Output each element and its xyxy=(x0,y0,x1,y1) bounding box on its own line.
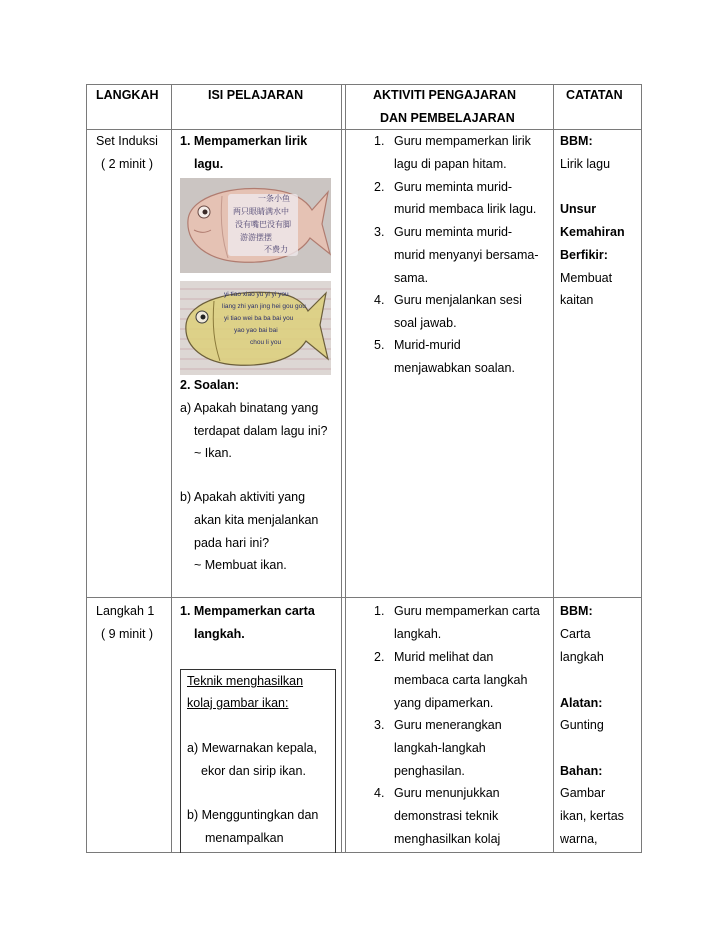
row1-activity-1-num: 1. xyxy=(374,134,385,148)
row1-question-a-answer: ~ Ikan. xyxy=(194,446,232,460)
row2-activity-2-line1: Murid melihat dan xyxy=(394,650,494,664)
image2-lyric-line-3: yi tiao wei ba ba bai you xyxy=(224,315,294,322)
row1-activity-5-num: 5. xyxy=(374,338,385,352)
row1-langkah: Set Induksi xyxy=(96,134,158,148)
row1-question-b-line2: akan kita menjalankan xyxy=(194,513,319,527)
table-border-bottom xyxy=(86,852,642,853)
image1-lyric-line-5: 不费力 xyxy=(264,245,288,254)
row1-activity-3-line3: sama. xyxy=(394,271,429,285)
row1-question-b-line3: pada hari ini? xyxy=(194,536,270,550)
image2-lyric-line-1: yi tiao xiao yu yi yi you xyxy=(224,291,289,298)
header-catatan: CATATAN xyxy=(566,88,623,102)
header-langkah: LANGKAH xyxy=(96,88,159,102)
image1-lyric-line-3: 没有嘴巴没有脚 xyxy=(235,220,291,229)
row2-activity-3-line2: langkah-langkah xyxy=(394,741,486,755)
row2-activity-2-line3: yang dipamerkan. xyxy=(394,696,494,710)
row1-unsur-value-1: Membuat xyxy=(560,271,613,285)
row2-activity-3-num: 3. xyxy=(374,718,385,732)
row1-activity-3-line1: Guru meminta murid- xyxy=(394,225,513,239)
row2-bahan-value-3: warna, xyxy=(560,832,598,846)
row2-langkah: Langkah 1 xyxy=(96,604,155,618)
row1-soalan-heading: 2. Soalan: xyxy=(180,378,240,392)
technique-step-b-line2: menampalkan xyxy=(205,831,284,845)
row1-question-b-answer: ~ Membuat ikan. xyxy=(194,558,287,572)
row2-activity-4-line2: demonstrasi teknik xyxy=(394,809,499,823)
row1-activity-4-line2: soal jawab. xyxy=(394,316,457,330)
header-isi-pelajaran: ISI PELAJARAN xyxy=(208,88,304,102)
row1-activity-4-num: 4. xyxy=(374,293,385,307)
row2-isi-title-line1: 1. Mempamerkan carta xyxy=(180,604,315,618)
technique-box-title-line1: Teknik menghasilkan xyxy=(187,674,304,688)
image2-lyric-line-2: liang zhi yan jing hei gou gou xyxy=(222,303,306,310)
row2-masa: ( 9 minit ) xyxy=(101,627,154,641)
row2-activity-4-num: 4. xyxy=(374,786,385,800)
row1-activity-1-line1: Guru mempamerkan lirik xyxy=(394,134,531,148)
row2-activity-1-num: 1. xyxy=(374,604,385,618)
header-aktiviti-line1: AKTIVITI PENGAJARAN xyxy=(373,88,517,102)
column-divider-1 xyxy=(171,84,172,853)
image2-lyric-line-5: chou li you xyxy=(250,339,282,346)
row1-activity-2-num: 2. xyxy=(374,180,385,194)
fish-lyric-image-1 xyxy=(180,178,331,273)
table-border-right xyxy=(641,84,642,853)
row1-question-a-line1: a) Apakah binatang yang xyxy=(180,401,319,415)
header-aktiviti-line2: DAN PEMBELAJARAN xyxy=(380,111,515,125)
row1-activity-3-num: 3. xyxy=(374,225,385,239)
table-border-left xyxy=(86,84,87,853)
row1-activity-2-line1: Guru meminta murid- xyxy=(394,180,513,194)
row1-activity-5-line2: menjawabkan soalan. xyxy=(394,361,515,375)
row1-unsur-label-1: Unsur xyxy=(560,202,597,216)
row2-activity-4-line3: menghasilkan kolaj xyxy=(394,832,501,846)
row1-unsur-label-3: Berfikir: xyxy=(560,248,608,262)
row2-bahan-value-2: ikan, kertas xyxy=(560,809,624,823)
row2-activity-2-line2: membaca carta langkah xyxy=(394,673,528,687)
row1-activity-3-line2: murid menyanyi bersama- xyxy=(394,248,539,262)
column-divider-2b xyxy=(345,84,346,853)
row1-activity-5-line1: Murid-murid xyxy=(394,338,461,352)
row1-masa: ( 2 minit ) xyxy=(101,157,154,171)
row2-bbm-value-2: langkah xyxy=(560,650,604,664)
row2-isi-title-line2: langkah. xyxy=(194,627,245,641)
image1-lyric-line-4: 游游摆摆 xyxy=(240,233,272,242)
image1-lyric-line-1: 一条小鱼 xyxy=(258,194,290,203)
row2-bahan-label: Bahan: xyxy=(560,764,603,778)
row1-activity-4-line1: Guru menjalankan sesi xyxy=(394,293,522,307)
row2-alatan-label: Alatan: xyxy=(560,696,603,710)
row2-activity-2-num: 2. xyxy=(374,650,385,664)
row1-question-a-line2: terdapat dalam lagu ini? xyxy=(194,424,328,438)
table-row-divider xyxy=(86,597,642,598)
table-header-divider xyxy=(86,129,642,130)
column-divider-2a xyxy=(341,84,342,853)
table-border-top xyxy=(86,84,642,85)
image1-lyric-line-2: 两只眼睛满水中 xyxy=(233,207,289,216)
row1-bbm-label: BBM: xyxy=(560,134,593,148)
fish-lyric-image-2 xyxy=(180,281,331,375)
row2-bahan-value-1: Gambar xyxy=(560,786,606,800)
row1-unsur-label-2: Kemahiran xyxy=(560,225,625,239)
row1-unsur-value-2: kaitan xyxy=(560,293,594,307)
row1-bbm-value: Lirik lagu xyxy=(560,157,611,171)
row1-question-b-line1: b) Apakah aktiviti yang xyxy=(180,490,306,504)
technique-step-a-line1: a) Mewarnakan kepala, xyxy=(187,741,317,755)
row2-activity-4-line1: Guru menunjukkan xyxy=(394,786,500,800)
technique-step-a-line2: ekor dan sirip ikan. xyxy=(201,764,306,778)
row2-alatan-value: Gunting xyxy=(560,718,604,732)
row2-activity-1-line2: langkah. xyxy=(394,627,442,641)
row1-isi-title-line1: 1. Mempamerkan lirik xyxy=(180,134,308,148)
technique-box-title-line2: kolaj gambar ikan: xyxy=(187,696,289,710)
row2-activity-3-line3: penghasilan. xyxy=(394,764,465,778)
row2-activity-1-line1: Guru mempamerkan carta xyxy=(394,604,540,618)
column-divider-3 xyxy=(553,84,554,853)
row2-activity-3-line1: Guru menerangkan xyxy=(394,718,502,732)
row1-activity-1-line2: lagu di papan hitam. xyxy=(394,157,507,171)
row1-activity-2-line2: murid membaca lirik lagu. xyxy=(394,202,537,216)
technique-step-b-line1: b) Mengguntingkan dan xyxy=(187,808,319,822)
row2-bbm-label: BBM: xyxy=(560,604,593,618)
row1-isi-title-line2: lagu. xyxy=(194,157,224,171)
image2-lyric-line-4: yao yao bai bai xyxy=(234,327,278,334)
row2-bbm-value-1: Carta xyxy=(560,627,591,641)
